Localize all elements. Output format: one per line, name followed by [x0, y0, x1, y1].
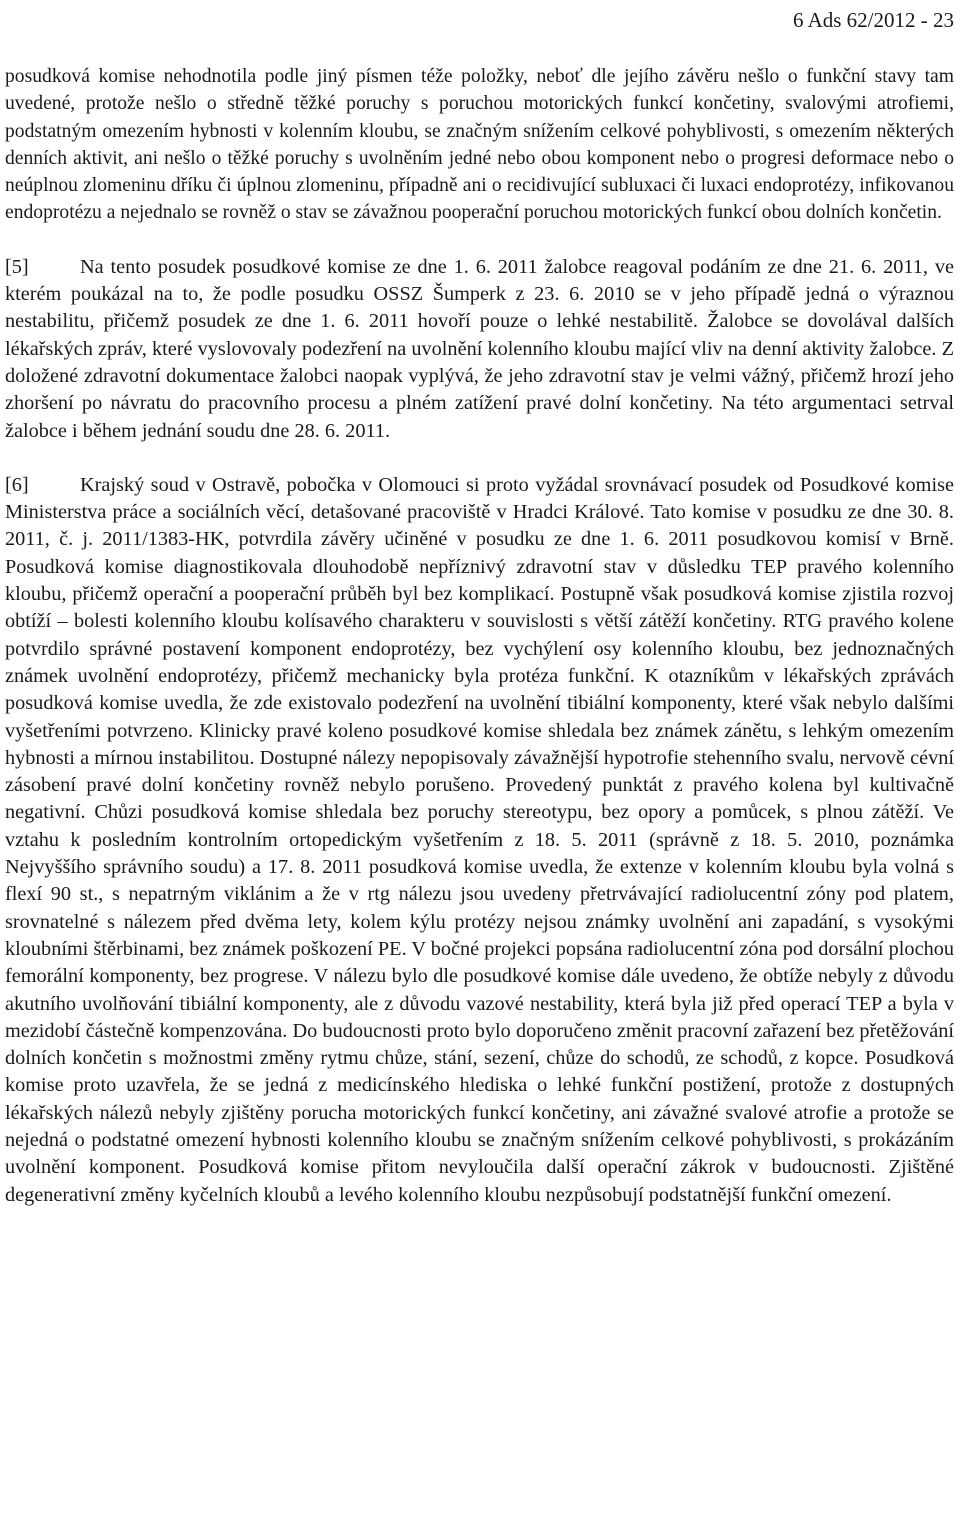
paragraph-6 — [5, 472, 954, 1209]
paragraph-text: posudková komise nehodnotila podle jiný písmen téže položky, neboť dle jejího závěru nešlo o funkční stavy tam uvedené, protože nešlo o středně těžké poruchy s poruchou motorických funkcí končetiny, svalovými atrofiemi, podstatným omezením hybnosti v kolenním kloubu, se značným snížením celkové pohyblivosti, s omezením některých denních aktivit, ani nešlo o těžké poruchy s uvolněním jedné nebo obou komponent nebo o progresi deformace nebo o neúplnou zlomeninu dříku či úplnou zlomeninu, případně ani o recidivující subluxaci či luxaci endoprotézy, infikovanou endoprotézu a nejednalo se rovněž o stav se závažnou pooperační poruchou motorických funkcí obou dolních končetin. — [5, 66, 954, 224]
paragraph-text: Na tento posudek posudkové komise ze dne 1. 6. 2011 žalobce reagoval podáním ze dne 21. 6. 2011, ve kterém poukázal na to, že podle posudku OSSZ Šumperk z 23. 6. 2010 se v jeho případě jedná o výraznou nestabilitu, přičemž posudek ze dne 1. 6. 2011 hovoří pouze o lehké nestabilitě. Žalobce se dovolával dalších lékařských zpráv, které vyslovovaly podezření na uvolnění kolenního kloubu mající vliv na denní aktivity žalobce. Z doložené zdravotní dokumentace žalobci naopak vyplývá, že jeho zdravotní stav je velmi vážný, přičemž hrozí jeho zhoršení po návratu do pracovního procesu a plném zatížení pravé dolní končetiny. Na této argumentaci setrval žalobce i během jednání soudu dne 28. 6. 2011. — [5, 255, 954, 442]
paragraph-continuation — [5, 63, 954, 227]
document-body — [5, 63, 954, 1236]
paragraph-text: Krajský soud v Ostravě, pobočka v Olomouci si proto vyžádal srovnávací posudek od Posudkové komise Ministerstva práce a sociálních věcí, detašované pracoviště v Hradci Králové. Tato komise v posudku ze dne 30. 8. 2011, č. j. 2011/1383-HK, potvrdila závěry učiněné v posudku ze dne 1. 6. 2011 posudkovou komisí v Brně. Posudková komise diagnostikovala dlouhodobě nepříznivý zdravotní stav v důsledku TEP pravého kolenního kloubu, přičemž operační a pooperační průběh byl bez komplikací. Postupně však posudková komise zjistila rozvoj obtíží – bolesti kolenního kloubu kolísavého charakteru v souvislosti s větší zátěží končetiny. RTG pravého kolene potvrdilo správné postavení komponent endoprotézy, bez vychýlení osy kolenního kloubu, bez jednoznačných známek uvolnění endoprotézy, přičemž mechanicky byla protéza funkční. K otazníkům v lékařských zprávách posudková komise uvedla, že zde existovalo podezření na uvolnění tibiální komponenty, které však nebylo dalšími vyšetřeními potvrzeno. Klinicky pravé koleno posudkové komise shledala bez známek zánětu, s lehkým omezením hybnosti a mírnou instabilitou. Dostupné nálezy nepopisovaly závažnější hypotrofie stehenního svalu, nervově cévní zásobení pravé dolní končetiny rovněž nebylo porušeno. Provedený punktát z pravého kolena byl kultivačně negativní. Chůzi posudková komise shledala bez poruchy stereotypu, bez opory a pomůcek, s plnou zátěží. Ve vztahu k posledním kontrolním ortopedickým vyšetřením z 18. 5. 2011 (správně z 18. 5. 2010, poznámka Nejvyššího správního soudu) a 17. 8. 2011 posudková komise uvedla, že extenze v kolenním kloubu byla volná s flexí 90 st., s nepatrným viklánim a že v rtg nálezu jsou uvedeny přetrvávající radiolucentní zóny pod platem, srovnatelné s nálezem před dvěma lety, kolem kýlu protézy nejsou známky uvolnění ani zapadání, s vysokými kloubními štěrbinami, bez známek poškození PE. V bočné projekci popsána radiolucentní zóna pod dorsální plochou femorální komponenty, bez progrese. V nálezu bylo dle posudkové komise dále uvedeno, že obtíže nebyly z důvodu akutního uvolňování tibiální komponenty, ale z důvodu vazové nestability, která byla již před operací TEP a byla v mezidobí částečně kompenzována. Do budoucnosti proto bylo doporučeno změnit pracovní zařazení bez přetěžování dolních končetin s možnostmi změny rytmu chůze, stání, sezení, chůze do schodů, ze schodů, z kopce. Posudková komise proto uzavřela, že se jedná z medicínského hlediska o lehké funkční postižení, protože z dostupných lékařských nálezů nebyly zjištěny porucha motorických funkcí končetiny, ani závažné svalové atrofie a protože se nejedná o podstatné omezení hybnosti kolenního kloubu se značným snížením celkové pohyblivosti, s prokázáním uvolnění komponent. Posudková komise přitom nevyloučila další operační zákrok v budoucnosti. Zjištěné degenerativní změny kyčelních kloubů a levého kolenního kloubu nezpůsobují podstatnější funkční omezení. — [5, 473, 954, 1206]
case-number-header: 6 Ads 62/2012 - 23 — [792, 8, 954, 32]
paragraph-5 — [5, 254, 954, 445]
paragraph-number: [6] — [5, 473, 29, 496]
paragraph-number: [5] — [5, 255, 29, 278]
